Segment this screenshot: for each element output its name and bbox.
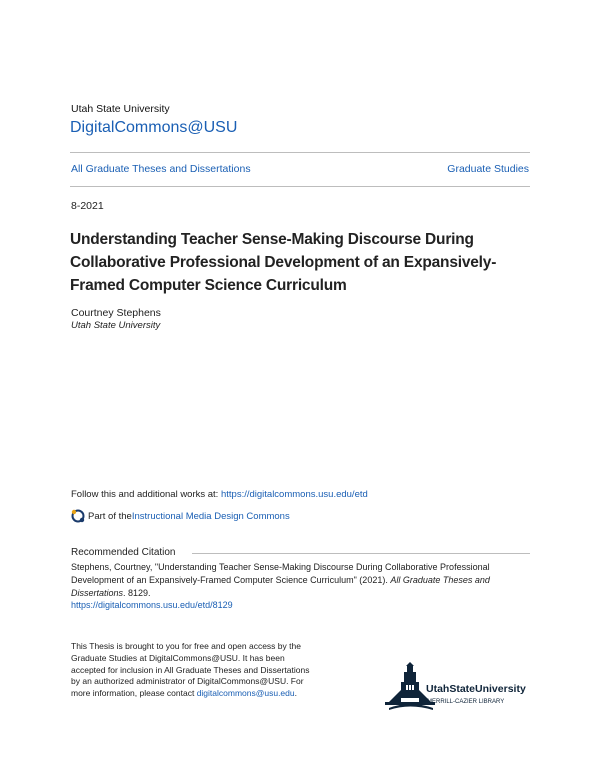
author-name: Courtney Stephens (71, 307, 161, 319)
citation-divider (192, 553, 530, 554)
part-of-prefix: Part of the (88, 510, 132, 522)
top-divider (70, 152, 530, 153)
etd-collection-link[interactable]: https://digitalcommons.usu.edu/etd (220, 489, 368, 500)
author-affiliation: Utah State University (71, 320, 161, 331)
publication-date: 8-2021 (71, 200, 104, 212)
follow-text: Follow this and additional works at: (71, 489, 221, 500)
logo-subtitle: MERRILL-CAZIER LIBRARY (427, 699, 505, 705)
university-name: Utah State University (71, 103, 170, 115)
contact-email-link[interactable]: digitalcommons@usu.edu (196, 688, 295, 699)
document-title: Understanding Teacher Sense-Making Discourse During Collaborative Professional Development of an Expansively-Framed Computer Science Curriculum (70, 231, 497, 294)
instructional-media-design-link[interactable]: Instructional Media Design Commons (131, 510, 290, 522)
network-commons-icon (71, 509, 85, 523)
all-theses-link[interactable]: All Graduate Theses and Dissertations (71, 163, 251, 175)
follow-line (71, 489, 368, 500)
recommended-citation-heading: Recommended Citation (71, 547, 176, 558)
citation-text (71, 561, 531, 600)
access-end: . (294, 688, 297, 699)
citation-series: All Graduate Theses and Dissertations (71, 575, 490, 598)
digitalcommons-brand[interactable]: DigitalCommons@USU (70, 119, 238, 136)
part-of-line (71, 509, 290, 523)
nav-divider (70, 186, 530, 187)
citation-url-link[interactable]: https://digitalcommons.usu.edu/etd/8129 (71, 600, 233, 610)
graduate-studies-link[interactable]: Graduate Studies (447, 163, 529, 175)
logo-wordmark: UtahStateUniversity (426, 683, 526, 695)
citation-plain: Stephens, Courtney, "Understanding Teacher Sense-Making Discourse During Collaborative Professional Development of an Expansively-Framed Computer Science Curriculum" (2021). (71, 562, 490, 585)
access-text: This Thesis is brought to you for free and open access by the Graduate Studies at DigitalCommons@USU. It has been accepted for inclusion in All Graduate Theses and Dissertations by an authorized administrator of DigitalCommons@USU. For more information, please contact (71, 641, 310, 699)
access-statement (71, 641, 311, 700)
usu-library-logo (385, 662, 535, 712)
citation-suffix: . 8129. (123, 588, 151, 598)
svg-text:UtahStateUniversity (426, 683, 526, 695)
